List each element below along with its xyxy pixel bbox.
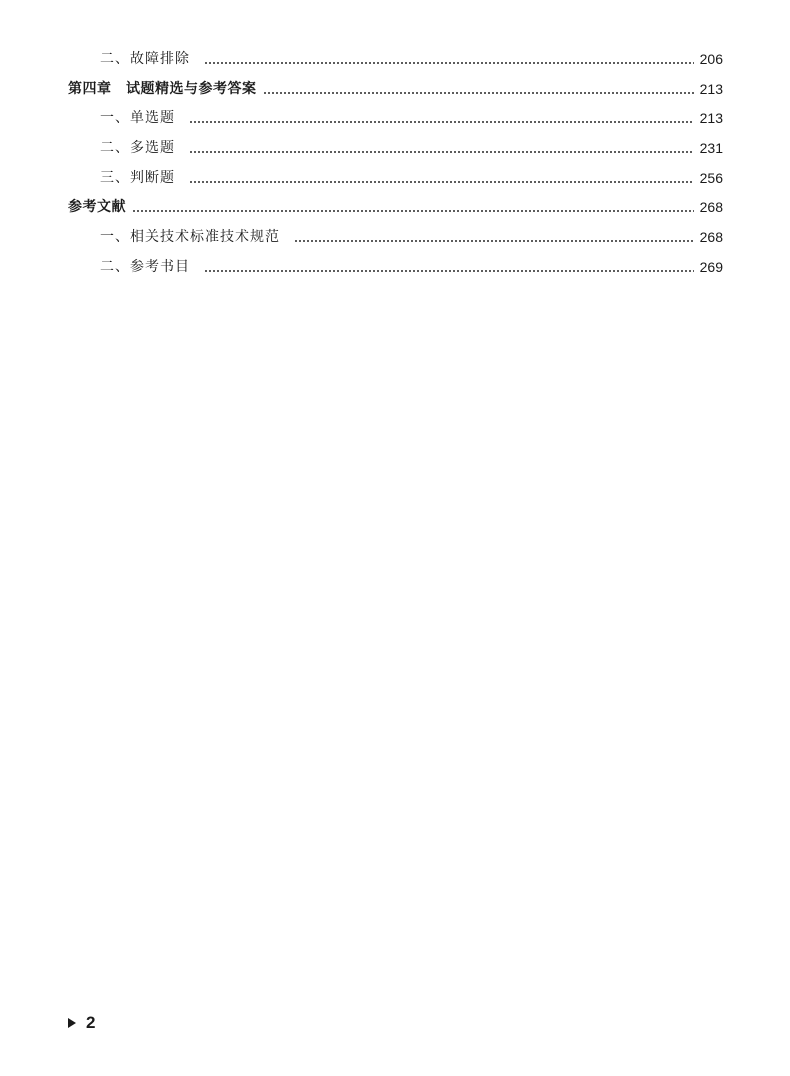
toc-entry-troubleshooting[interactable] (0, 44, 790, 74)
dot-leader (263, 92, 694, 94)
dot-leader (189, 181, 694, 183)
dot-leader (132, 210, 694, 212)
toc-entry-references[interactable] (0, 192, 790, 222)
toc-entry-page: 268 (699, 199, 723, 216)
toc-entry-true-false[interactable] (0, 163, 790, 193)
toc-entry-standards[interactable] (0, 222, 790, 252)
toc-entry-title: 二、故障排除 (100, 50, 190, 67)
dot-leader (189, 151, 694, 153)
dot-leader (204, 270, 694, 272)
toc-entry-title: 一、相关技术标准技术规范 (100, 228, 280, 245)
toc-entry-title: 三、判断题 (100, 169, 175, 186)
toc-entry-title: 二、多选题 (100, 139, 175, 156)
toc-entry-title: 二、参考书目 (100, 258, 190, 275)
toc-entry-chapter-4[interactable] (0, 74, 790, 104)
dot-leader (189, 121, 694, 123)
toc-entry-title: 第四章 试题精选与参考答案 (68, 80, 257, 97)
toc-entry-title: 参考文献 (68, 199, 126, 216)
toc-entry-page: 268 (699, 228, 723, 245)
page-footer (68, 1013, 95, 1033)
page-number: 2 (86, 1013, 96, 1032)
toc-entry-page: 206 (699, 50, 723, 67)
dot-leader (294, 240, 694, 242)
toc-entry-page: 213 (699, 80, 723, 97)
toc-entry-single-choice[interactable] (0, 103, 790, 133)
toc-entry-title: 一、单选题 (100, 110, 175, 127)
toc-entry-bibliography[interactable] (0, 252, 790, 282)
table-of-contents (0, 44, 790, 282)
dot-leader (204, 62, 694, 64)
toc-entry-multiple-choice[interactable] (0, 133, 790, 163)
toc-entry-page: 256 (699, 169, 723, 186)
toc-entry-page: 213 (699, 110, 723, 127)
toc-entry-page: 231 (699, 139, 723, 156)
triangle-right-icon (68, 1018, 76, 1028)
toc-entry-page: 269 (699, 258, 723, 275)
